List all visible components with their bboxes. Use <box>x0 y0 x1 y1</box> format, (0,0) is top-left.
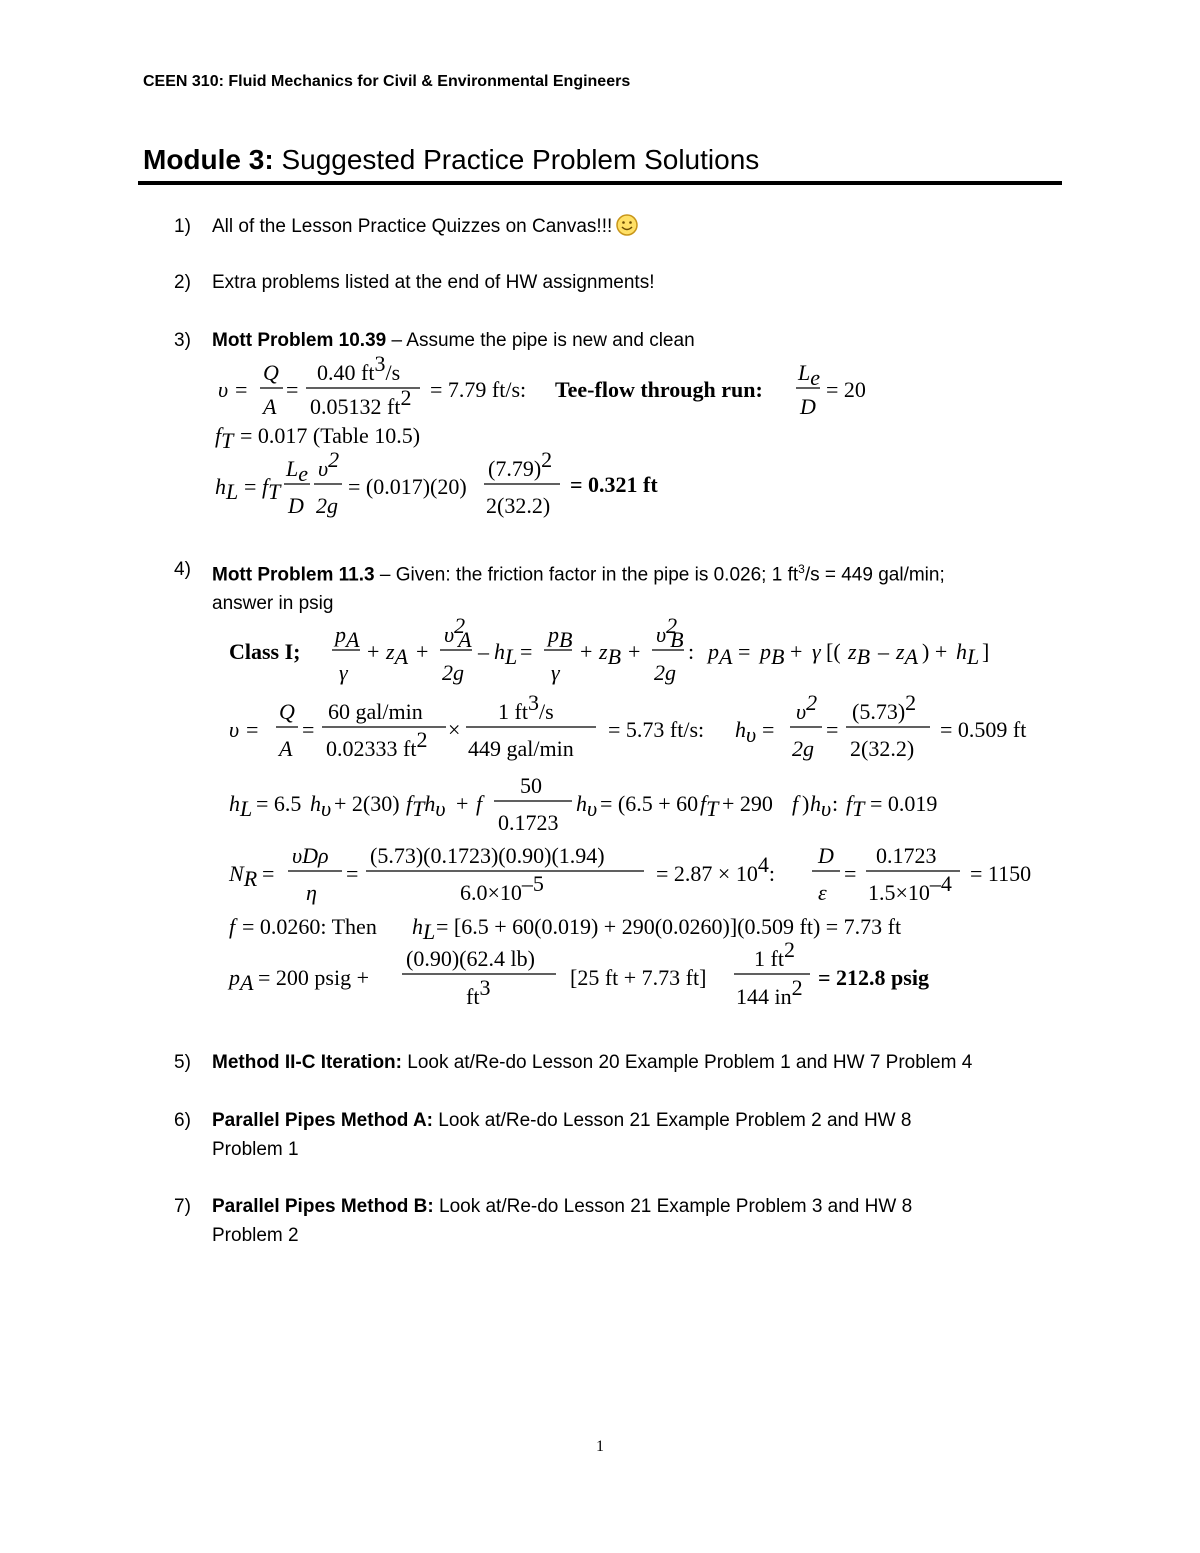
svg-text:1.5×10–4: 1.5×10–4 <box>868 871 952 905</box>
svg-text:fT: fT <box>700 791 719 821</box>
svg-text:D: D <box>800 394 816 419</box>
svg-text:=: = <box>286 377 299 402</box>
svg-text:+: + <box>367 639 380 664</box>
svg-text:]: ] <box>982 639 990 664</box>
svg-text:γ: γ <box>812 639 821 664</box>
list-item: 5) Method II-C Iteration: Look at/Re-do Lesson 20 Example Problem 1 and HW 7 Problem 4 <box>174 1052 973 1073</box>
svg-text:+: + <box>456 791 469 816</box>
svg-text:(0.90)(62.4 lb): (0.90)(62.4 lb) <box>406 946 535 971</box>
svg-text:2(32.2): 2(32.2) <box>486 493 551 518</box>
svg-text:0.40 ft3/s: 0.40 ft3/s <box>317 351 401 385</box>
svg-text:fT: fT <box>262 474 281 504</box>
svg-text:144 in2: 144 in2 <box>736 975 803 1009</box>
svg-text:υDρ: υDρ <box>292 843 329 868</box>
svg-text:[(: [( <box>826 639 841 664</box>
svg-text:fT: fT <box>846 791 865 821</box>
svg-text:pB: pB <box>548 622 573 652</box>
svg-text:= 0.509 ft: = 0.509 ft <box>940 717 1027 742</box>
svg-text:υ2B: υ2 B <box>656 613 684 652</box>
svg-text:D: D <box>288 493 304 518</box>
svg-text:1 ft2: 1 ft2 <box>754 937 795 971</box>
svg-text:υ2A: υ2 A <box>444 613 472 652</box>
svg-text:pA: pA <box>335 622 360 652</box>
svg-text:+ 2(30): + 2(30) <box>334 791 400 816</box>
course-header: CEEN 310: Fluid Mechanics for Civil & Environmental Engineers <box>143 73 631 90</box>
svg-text:υ2: υ2 <box>796 690 818 724</box>
svg-text:hL: hL <box>494 639 518 669</box>
svg-text:449 gal/min: 449 gal/min <box>468 736 574 761</box>
svg-text:Q: Q <box>263 360 279 385</box>
svg-text:= 7.79 ft/s:: = 7.79 ft/s: <box>430 377 527 402</box>
svg-text:fThυ: fThυ <box>406 791 446 821</box>
svg-text:= 1150: = 1150 <box>970 861 1032 886</box>
svg-text:=: = <box>826 717 839 742</box>
svg-text:1 ft3/s: 1 ft3/s <box>498 690 554 724</box>
svg-text:Q: Q <box>279 699 295 724</box>
svg-text:(7.79)2: (7.79)2 <box>488 447 553 481</box>
list-item: 4) Mott Problem 11.3 – Given: the friction factor in the pipe is 0.026; 1 $ft^3/s = 449$ gal/min; answer in psig <box>174 559 945 615</box>
svg-text:fT: fT <box>215 423 234 453</box>
svg-text:η: η <box>306 880 317 905</box>
svg-text:pA: pA <box>229 965 254 995</box>
svg-text:=: = <box>346 861 359 886</box>
svg-text:0.1723: 0.1723 <box>498 810 559 835</box>
svg-text:+: + <box>790 639 803 664</box>
svg-text:=: = <box>520 639 533 664</box>
list-item: 2) Extra problems listed at the end of HW assignments! <box>174 272 655 293</box>
svg-text:υ =: υ = <box>218 377 249 402</box>
svg-text:=: = <box>762 717 775 742</box>
svg-text:γ: γ <box>339 660 348 685</box>
page-title: Module 3: Suggested Practice Problem Solutions <box>143 144 760 175</box>
svg-text:υ =: υ = <box>229 717 260 742</box>
svg-text:Le: Le <box>798 360 821 390</box>
svg-text:Le: Le <box>286 456 309 486</box>
svg-text:= 5.73 ft/s:: = 5.73 ft/s: <box>608 717 705 742</box>
svg-text:= 200 psig +: = 200 psig + <box>258 965 369 990</box>
svg-text:2g: 2g <box>316 493 338 518</box>
list-item: 7) Parallel Pipes Method B: Look at/Re-do Lesson 21 Example Problem 3 and HW 8 Problem 2 <box>174 1196 913 1246</box>
svg-text::: : <box>832 791 839 816</box>
svg-text:hL: hL <box>229 791 253 821</box>
svg-text:0.1723: 0.1723 <box>876 843 937 868</box>
svg-text:0.05132 ft2: 0.05132 ft2 <box>310 385 412 419</box>
svg-text:(5.73)(0.1723)(0.90)(1.94): (5.73)(0.1723)(0.90)(1.94) <box>370 843 605 868</box>
page-number: 1 <box>596 1438 604 1455</box>
svg-text:zB: zB <box>848 639 871 669</box>
svg-text::: : <box>688 639 695 664</box>
list-item: 1) All of the Lesson Practice Quizzes on Canvas!!! <box>0 212 1200 242</box>
svg-text:υ2: υ2 <box>318 447 340 481</box>
svg-text:Class I;: Class I; <box>229 639 301 664</box>
svg-text:= 0.019: = 0.019 <box>870 791 938 816</box>
svg-text:+: + <box>416 639 429 664</box>
svg-text:= [6.5 + 60(0.019) + 290(0.026: = [6.5 + 60(0.019) + 290(0.0260)](0.509 ft) = 7.73 ft <box>436 914 902 939</box>
svg-text:0.02333 ft2: 0.02333 ft2 <box>326 727 428 761</box>
svg-text:f: f <box>229 914 236 939</box>
svg-text:): ) <box>802 791 810 816</box>
svg-text:2(32.2): 2(32.2) <box>850 736 915 761</box>
svg-text:= 0.0260: Then: = 0.0260: Then <box>242 914 377 939</box>
svg-text:2g: 2g <box>442 660 464 685</box>
svg-text:=: = <box>844 861 857 886</box>
svg-text:A: A <box>279 736 293 761</box>
svg-text:ft3: ft3 <box>466 975 491 1009</box>
svg-text:–: – <box>878 639 889 664</box>
svg-text:[25 ft + 7.73 ft]: [25 ft + 7.73 ft] <box>570 965 707 990</box>
svg-text:=: = <box>302 717 315 742</box>
svg-text:= 20: = 20 <box>826 377 866 402</box>
svg-text:hL: hL <box>412 914 436 944</box>
svg-text:zA: zA <box>386 639 409 669</box>
svg-text:50: 50 <box>520 773 542 798</box>
svg-text:= 6.5: = 6.5 <box>256 791 302 816</box>
list-item: 6) Parallel Pipes Method A: Look at/Re-do Lesson 21 Example Problem 2 and HW 8 Problem 1 <box>174 1110 912 1160</box>
svg-text:zA: zA <box>896 639 919 669</box>
svg-text:2g: 2g <box>654 660 676 685</box>
svg-text:γ: γ <box>551 660 560 685</box>
svg-text:A: A <box>263 394 277 419</box>
svg-text:NR: NR <box>229 861 258 891</box>
svg-text:pB: pB <box>760 639 785 669</box>
svg-text:= (6.5 + 60: = (6.5 + 60 <box>600 791 699 816</box>
svg-text:–: – <box>478 639 489 664</box>
list-item: 3) Mott Problem 10.39 – Assume the pipe is new and clean <box>174 330 695 351</box>
svg-text:hυ: hυ <box>576 791 598 821</box>
svg-text:f: f <box>476 791 483 816</box>
svg-text:= 212.8 psig: = 212.8 psig <box>818 965 929 990</box>
svg-text:+ 290: + 290 <box>722 791 773 816</box>
svg-text:pA: pA <box>708 639 733 669</box>
svg-text:×: × <box>448 717 461 742</box>
svg-text:D: D <box>818 843 834 868</box>
svg-text:hL: hL <box>956 639 980 669</box>
svg-text:hυ: hυ <box>810 791 832 821</box>
svg-text:f: f <box>792 791 799 816</box>
svg-text:+: + <box>628 639 641 664</box>
svg-text:(5.73)2: (5.73)2 <box>852 690 917 724</box>
svg-text:= (0.017)(20): = (0.017)(20) <box>348 474 467 499</box>
svg-text:+: + <box>580 639 593 664</box>
svg-text:hυ: hυ <box>310 791 332 821</box>
svg-text:=: = <box>244 474 257 499</box>
svg-text:= 2.87 × 104:: = 2.87 × 104: <box>656 852 775 886</box>
svg-text:=: = <box>738 639 751 664</box>
svg-text:= 0.321 ft: = 0.321 ft <box>570 472 658 497</box>
svg-text:60 gal/min: 60 gal/min <box>328 699 423 724</box>
svg-text:2g: 2g <box>792 736 814 761</box>
svg-text:= 0.017 (Table 10.5): = 0.017 (Table 10.5) <box>240 423 421 448</box>
svg-text:Tee-flow through run:: Tee-flow through run: <box>555 377 763 402</box>
svg-text:) +: ) + <box>922 639 948 664</box>
svg-text:hL: hL <box>215 474 239 504</box>
svg-text:6.0×10–5: 6.0×10–5 <box>460 871 544 905</box>
svg-text:ε: ε <box>818 880 827 905</box>
svg-text:=: = <box>262 861 275 886</box>
svg-text:zB: zB <box>599 639 622 669</box>
svg-text:hυ: hυ <box>735 717 757 747</box>
